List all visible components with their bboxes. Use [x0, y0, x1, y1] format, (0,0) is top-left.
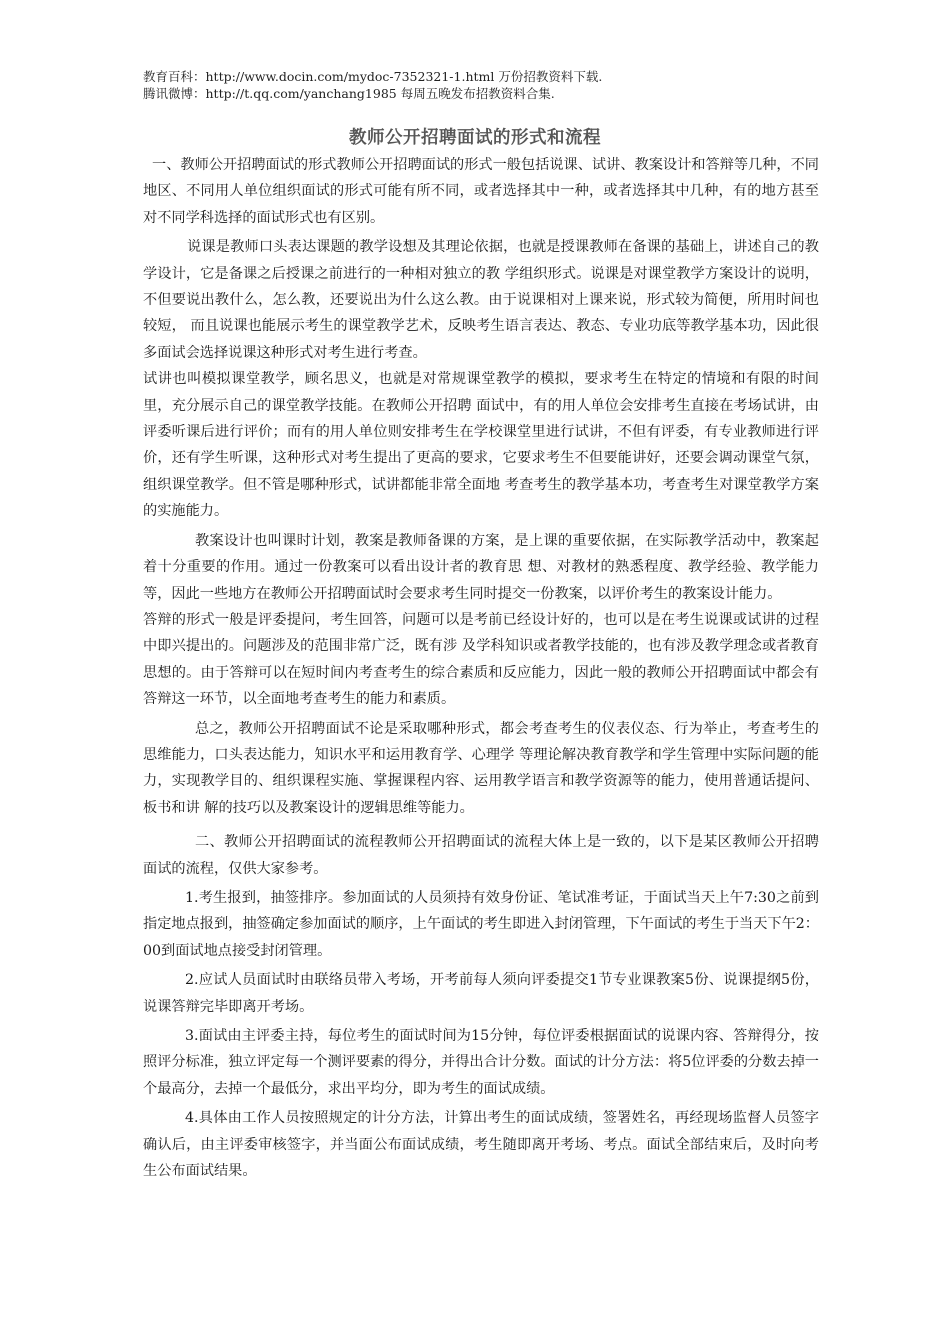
paragraph-lecture-explanation: 说课是教师口头表达课题的教学设想及其理论依据，也就是授课教师在备课的基础上，讲述自己的教学设计，它是备课之后授课之前进行的一种相对独立的教 学组织形式。说课是对课堂教学方案设计的说明，不但要说出教什么，怎么教，还要说出为什么这么教。由于说课相对上课来说，形式较为简便，所用时间也较短， 而且说课也能展示考生的课堂教学艺术，反映考生语言表达、教态、专业功底等教学基本功，因此很多面试会选择说课这种形式对考生进行考查。 [143, 239, 819, 361]
header-weibo-line: 腾讯微博：http://t.qq.com/yanchang1985 每周五晚发布招教资料合集. [143, 86, 555, 101]
list-item-step-1: 1.考生报到，抽签排序。参加面试的人员须持有效身份证、笔试准考证，于面试当天上午7:30之前到指定地点报到，抽签确定参加面试的顺序，上午面试的考生即进入封闭管理，下午面试的考生于当天下午2：00到面试地点接受封闭管理。 [143, 889, 819, 959]
document-body [143, 152, 819, 1184]
list-item-step-3: 3.面试由主评委主持，每位考生的面试时间为15分钟，每位评委根据面试的说课内容、答辩得分，按照评分标准，独立评定每一个测评要素的得分，并得出合计分数。面试的计分方法：将5位评委的分数去掉一个最高分，去掉一个最低分，求出平均分，即为考生的面试成绩。 [143, 1028, 819, 1097]
paragraph-interview-process: 二、教师公开招聘面试的流程教师公开招聘面试的流程大体上是一致的，以下是某区教师公开招聘面试的流程，仅供大家参考。 [143, 834, 819, 877]
paragraph-interview-forms: 一、教师公开招聘面试的形式教师公开招聘面试的形式一般包括说课、试讲、教案设计和答辩等几种，不同地区、不同用人单位组织面试的形式可能有所不同，或者选择其中一种，或者选择其中几种，有的地方甚至对不同学科选择的面试形式也有区别。 [143, 157, 819, 226]
list-item-step-4: 4.具体由工作人员按照规定的计分方法，计算出考生的面试成绩，签署姓名，再经现场监督人员签字确认后，由主评委审核签字，并当面公布面试成绩，考生随即离开考场、考点。面试全部结束后，及时向考生公布面试结果。 [143, 1110, 819, 1180]
list-item-step-2: 2.应试人员面试时由联络员带入考场，开考前每人须向评委提交1节专业课教案5份、说课提纲5份，说课答辩完毕即离开考场。 [143, 972, 819, 1015]
page-header [143, 68, 843, 102]
paragraph-lesson-plan: 教案设计也叫课时计划，教案是教师备课的方案，是上课的重要依据，在实际教学活动中，教案起着十分重要的作用。通过一份教案可以看出设计者的教育思 想、对教材的熟悉程度、教学经验、教学能力等，因此一些地方在教师公开招聘面试时会要求考生同时提交一份教案，以评价考生的教案设计能力。 [143, 532, 819, 602]
header-docin-line: 教育百科：http://www.docin.com/mydoc-7352321-1.html 万份招教资料下载. [143, 69, 603, 84]
document-title: 教师公开招聘面试的形式和流程 [349, 128, 601, 148]
paragraph-trial-teaching: 试讲也叫模拟课堂教学，顾名思义，也就是对常规课堂教学的模拟，要求考生在特定的情境和有限的时间里，充分展示自己的课堂教学技能。在教师公开招聘 面试中，有的用人单位会安排考生直接在考场试讲，由评委听课后进行评价；而有的用人单位则安排考生在学校课堂里进行试讲，不但有评委，有专业教师进行评 价，还有学生听课，这种形式对考生提出了更高的要求，它要求考生不但要能讲好，还要会调动课堂气氛，组织课堂教学。但不管是哪种形式，试讲都能非常全面地 考查考生的教学基本功，考查考生对课堂教学方案的实施能力。 [143, 371, 819, 520]
paragraph-summary: 总之，教师公开招聘面试不论是采取哪种形式，都会考查考生的仪表仪态、行为举止，考查考生的思维能力，口头表达能力，知识水平和运用教育学、心理学 等理论解决教育教学和学生管理中实际问题的能力，实现教学目的、组织课程实施、掌握课程内容、运用教学语言和教学资源等的能力，使用普通话提问、板书和讲 解的技巧以及教案设计的逻辑思维等能力。 [143, 720, 819, 816]
paragraph-defense: 答辩的形式一般是评委提问，考生回答，问题可以是考前已经设计好的，也可以是在考生说课或试讲的过程中即兴提出的。问题涉及的范围非常广泛，既有涉 及学科知识或者教学技能的，也有涉及教学理念或者教育思想的。由于答辩可以在短时间内考查考生的综合素质和反应能力，因此一般的教师公开招聘面试中都会有 答辩这一环节，以全面地考查考生的能力和素质。 [143, 611, 819, 708]
